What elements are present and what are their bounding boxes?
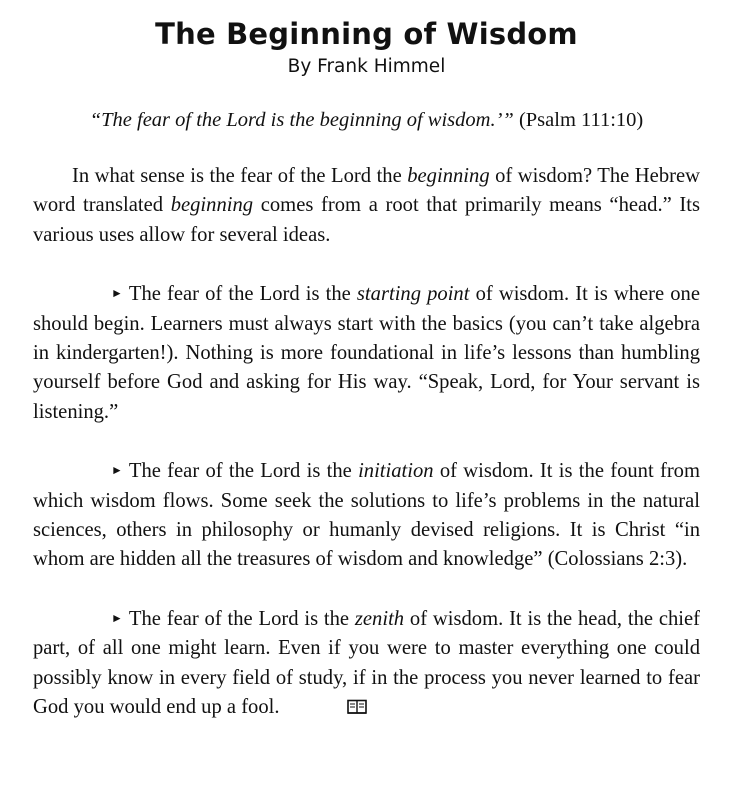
article-byline: By Frank Himmel [287,56,446,77]
point-1-emphasis: starting point [356,283,470,306]
intro-paragraph [33,162,700,250]
bullet-arrow-icon: ► [111,286,123,301]
article [33,14,700,725]
point-2-emphasis: initiation [358,460,434,483]
intro-text-2: of wisdom? The Hebrew word translated [33,165,700,217]
intro-text-1: In what sense is the fear of the Lord the [72,165,408,187]
point-3-emphasis: zenith [354,607,405,630]
intro-emphasis-1: beginning [407,165,490,187]
point-1-text-1: The fear of the Lord is the [128,283,357,306]
point-paragraph-2 [33,456,700,575]
epigraph-reference: (Psalm 111:10) [518,109,644,131]
point-paragraph-1 [33,279,700,427]
bullet-arrow-icon: ► [111,463,123,478]
point-paragraph-3 [33,604,700,725]
point-2-text-2: of wisdom. It is the fount from which wisdom flows. Some seek the solutions to life’s problems in the natural sciences, others in philosophy or humanly devised religions. It is Christ “in whom are hidden all the treasures of wisdom and knowledge” (Colossians 2:3). [33,460,700,571]
point-1-text-2: of wisdom. It is where one should begin. Learners must always start with the basics (you can’t take algebra in kindergarten!). Nothing is more foundational in life’s lessons than humbling yourself before God and asking for His way. “Speak, Lord, for Your servant is listening.” [33,283,700,423]
point-3-text-1: The fear of the Lord is the [128,607,355,630]
open-book-icon [308,695,367,724]
article-title: The Beginning of Wisdom [155,17,578,51]
point-2-text-1: The fear of the Lord is the [128,460,359,483]
bullet-arrow-icon: ► [111,610,123,625]
intro-emphasis-2: beginning [170,194,254,217]
epigraph-quote: “The fear of the Lord is the beginning of wisdom.’” [89,109,514,131]
point-3-text-2: of wisdom. It is the head, the chief part, of all one might learn. Even if you were to master everything one could possibly know in every field of study, if in the process you never learned to fear God you would end up a fool. [33,607,700,719]
epigraph [33,106,700,134]
intro-text-3: comes from a root that primarily means “head.” Its various uses allow for several ideas. [33,194,700,246]
